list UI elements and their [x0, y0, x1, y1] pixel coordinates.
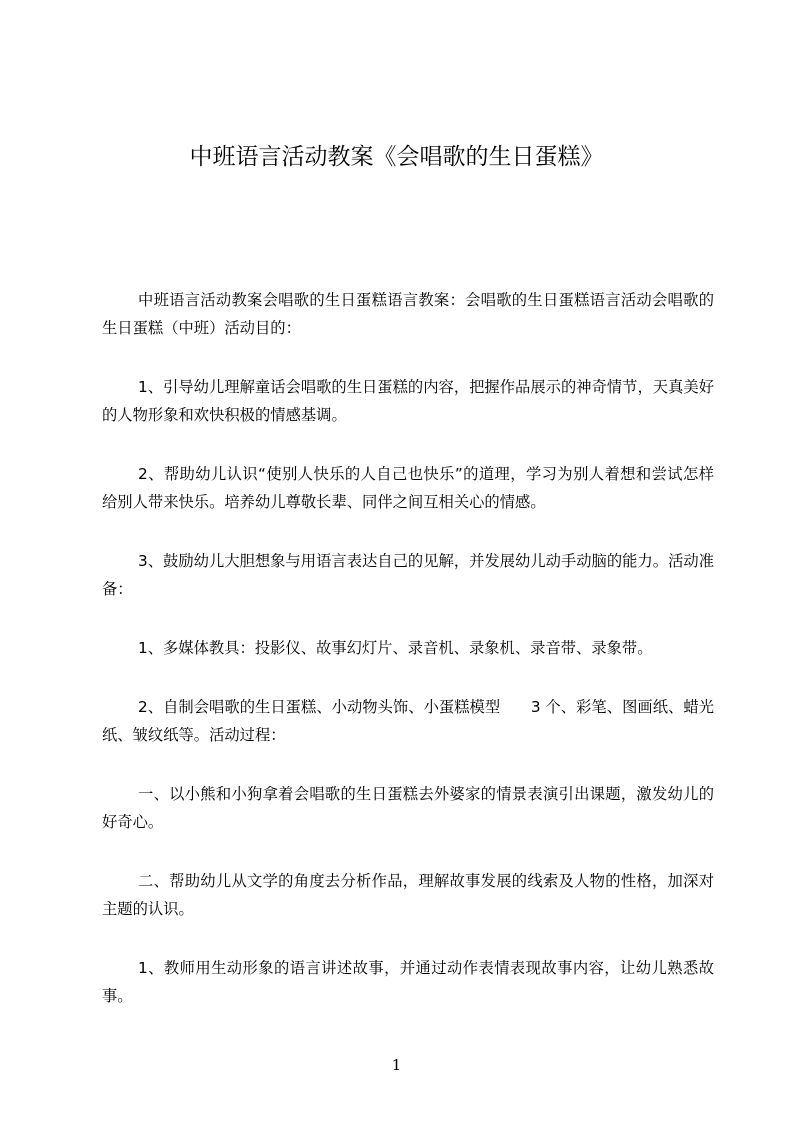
paragraph-prep-2: 2、自制会唱歌的生日蛋糕、小动物头饰、小蛋糕模型 3 个、彩笔、图画纸、蜡光纸、皱纹纸等。活动过程：: [102, 698, 714, 744]
paragraph-goal-2: 2、帮助幼儿认识“使别人快乐的人自己也快乐”的道理，学习为别人着想和尝试怎样给别人带来快乐。培养幼儿尊敬长辈、同伴之间互相关心的情感。: [102, 465, 714, 511]
paragraph-process-2: 二、帮助幼儿从文学的角度去分析作品，理解故事发展的线索及人物的性格，加深对主题的认识。: [102, 872, 714, 918]
page-number: 1: [391, 1056, 402, 1074]
paragraph-goal-1: 1、引导幼儿理解童话会唱歌的生日蛋糕的内容，把握作品展示的神奇情节，天真美好的人物形象和欢快积极的情感基调。: [102, 378, 714, 424]
paragraph-goal-3: 3、鼓励幼儿大胆想象与用语言表达自己的见解，并发展幼儿动手动脑的能力。活动准备：: [102, 552, 714, 598]
paragraph-intro: 中班语言活动教案会唱歌的生日蛋糕语言教案：会唱歌的生日蛋糕语言活动会唱歌的生日蛋糕（中班）活动目的：: [102, 291, 714, 337]
document-title: 中班语言活动教案《会唱歌的生日蛋糕》: [189, 144, 604, 170]
paragraph-process-1: 一、以小熊和小狗拿着会唱歌的生日蛋糕去外婆家的情景表演引出课题，激发幼儿的好奇心。: [102, 785, 714, 831]
paragraph-process-2-step-1: 1、教师用生动形象的语言讲述故事，并通过动作表情表现故事内容，让幼儿熟悉故事。: [102, 959, 714, 1005]
document-body: [102, 286, 714, 1041]
paragraph-prep-1: 1、多媒体教具：投影仪、故事幻灯片、录音机、录象机、录音带、录象带。: [138, 639, 653, 657]
